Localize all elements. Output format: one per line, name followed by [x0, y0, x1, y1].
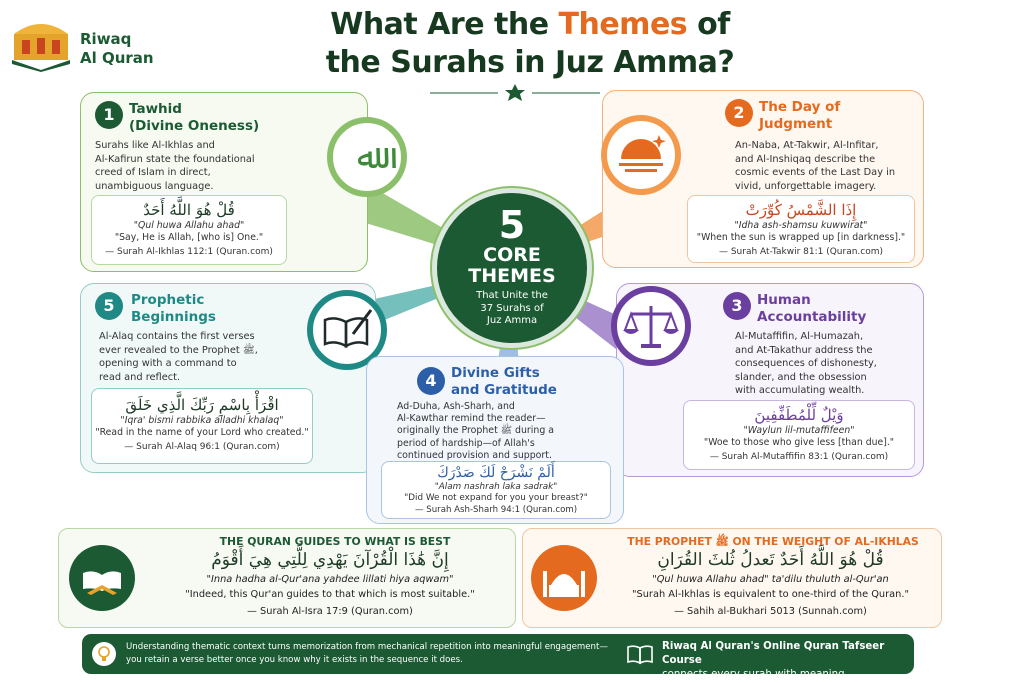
banner-arabic: إِنَّ هَٰذَا الْقُرْآنَ يَهْدِي لِلَّتِي هِيَ أَقْوَمُ	[211, 550, 449, 570]
desc-line: Al-Kafirun state the foundational	[95, 153, 255, 165]
star-ornament-icon	[430, 84, 600, 102]
core-sub	[437, 290, 587, 328]
theme-description	[397, 401, 617, 462]
quran-book-svg	[69, 545, 135, 611]
quote-box	[687, 195, 915, 263]
desc-line: Surahs like Al-Ikhlas and	[95, 140, 215, 151]
footer-course-line2: connects every surah with meaning.	[662, 669, 848, 680]
page-title	[200, 6, 860, 82]
quote-arabic: أَلَمْ نَشْرَحْ لَكَ صَدْرَكَ	[437, 465, 555, 481]
theme-number: 4	[417, 367, 445, 395]
quote-transliteration: "Idha ash-shamsu kuwwirat"	[734, 220, 868, 231]
desc-line: cosmic events of the Last Day in	[735, 167, 896, 178]
banner-transliteration: "Qul huwa Allahu ahad" ta'dilu thuluth al-Qur'an	[652, 574, 889, 585]
allah-calligraphy-icon	[327, 117, 407, 197]
desc-line: read and reflect.	[99, 371, 181, 383]
desc-line: opening with a command to	[99, 358, 237, 369]
core-count: 5	[498, 203, 526, 247]
desc-line: and Al-Inshiqaq describe the	[735, 153, 876, 165]
quote-transliteration: "Qul huwa Allahu ahad"	[133, 220, 245, 231]
theme-number: 3	[723, 292, 751, 320]
banner-heading: THE QURAN GUIDES TO WHAT IS BEST	[219, 535, 451, 548]
banner-heading: THE PROPHET ﷺ ON THE WEIGHT OF AL-IKHLAS	[627, 535, 919, 548]
mosque-icon	[531, 545, 597, 611]
quote-box	[683, 400, 915, 470]
themes-label: THEMES	[468, 265, 556, 287]
quran-guides-banner	[58, 528, 516, 628]
prophet-ikhlas-banner	[522, 528, 942, 628]
theme-description	[735, 139, 915, 193]
quran-book-icon	[69, 545, 135, 611]
quote-transliteration: "Waylun lil-mutaffifeen"	[743, 425, 855, 436]
desc-line: ever revealed to the Prophet ﷺ,	[99, 344, 258, 356]
theme-number: 1	[95, 101, 123, 129]
banner-transliteration: "Inna hadha al-Qur'ana yahdee lillati hiya aqwam"	[206, 574, 454, 585]
theme-title	[759, 99, 840, 133]
desc-line: continued provision and support.	[397, 449, 552, 461]
quote-source: — Surah At-Takwir 81:1 (Quran.com)	[718, 247, 884, 257]
theme-title-line2: Accountability	[757, 309, 867, 325]
core-themes-badge	[432, 188, 592, 348]
theme-title-line1: Tawhid	[129, 101, 182, 117]
quote-translation: "Say, He is Allah, [who is] One."	[114, 232, 264, 243]
desc-line: creed of Islam in direct,	[95, 167, 211, 178]
desc-line: Al-Mutaffifin, Al-Humazah,	[735, 331, 864, 342]
scales-svg	[617, 292, 685, 360]
title-part1: What Are the	[330, 7, 559, 42]
desc-line: consequences of dishonesty,	[735, 358, 877, 369]
theme-card-human-accountability	[616, 283, 924, 477]
theme-title-line1: The Day of	[759, 99, 841, 115]
banner-translation: "Indeed, this Qur'an guides to that which is most suitable."	[185, 589, 475, 600]
theme-title	[757, 292, 866, 326]
desc-line: Ad-Duha, Ash-Sharh, and	[397, 401, 515, 412]
quote-transliteration: "Alam nashrah laka sadrak"	[434, 482, 558, 492]
desc-line: slander, and the obsession	[735, 371, 867, 383]
quote-source: — Surah Ash-Sharh 94:1 (Quran.com)	[414, 505, 578, 515]
brand-logo[interactable]	[10, 14, 160, 74]
theme-card-day-of-judgment	[602, 90, 924, 268]
desc-line: with accumulating wealth.	[735, 385, 865, 396]
open-book-icon	[626, 643, 654, 665]
desc-line: and At-Takathur address the	[735, 344, 873, 356]
quote-arabic: إِذَا الشَّمْسُ كُوِّرَتْ	[745, 201, 857, 219]
core-sub-line: Juz Amma	[486, 315, 538, 326]
quote-source: — Surah Al-Mutaffifin 83:1 (Quran.com)	[709, 452, 889, 462]
desc-line: vivid, unforgettable imagery.	[735, 180, 877, 192]
desc-line: period of hardship—of Allah's	[397, 437, 535, 449]
theme-description	[99, 330, 295, 384]
core-sub-line: That Unite the	[476, 290, 548, 301]
quote-box	[91, 195, 287, 265]
title-line2: the Surahs in Juz Amma?	[325, 45, 735, 80]
sun-setting-icon	[601, 115, 681, 195]
theme-number: 5	[95, 292, 123, 320]
quote-arabic: اقْرَأْ بِاسْمِ رَبِّكَ الَّذِي خَلَقَ	[125, 396, 279, 414]
footer-note-line: you retain a verse better once you know why it exists in the sequence it does.	[126, 655, 463, 665]
title-part2: of	[687, 7, 730, 42]
quote-translation: "When the sun is wrapped up [in darkness]."	[696, 232, 906, 243]
theme-title-line1: Human	[757, 292, 811, 308]
quote-translation: "Woe to those who give less [than due]."	[703, 437, 895, 448]
theme-title-line1: Divine Gifts	[451, 365, 540, 381]
mosque-logo-icon	[10, 14, 72, 72]
theme-description	[95, 139, 265, 193]
lightbulb-icon	[92, 642, 116, 666]
footer-course-line1: Riwaq Al Quran's Online Quran Tafseer Course	[662, 641, 885, 666]
quote-box	[381, 461, 611, 519]
theme-card-divine-gifts	[366, 356, 624, 524]
theme-title	[131, 292, 216, 326]
quote-translation: "Read in the name of your Lord who created."	[95, 427, 309, 438]
theme-title-line2: (Divine Oneness)	[129, 118, 260, 134]
banner-translation: "Surah Al-Ikhlas is equivalent to one-third of the Quran."	[631, 589, 909, 600]
allah-calligraphy-glyph: ﷲ	[357, 137, 377, 177]
desc-line: Al-Kawthar remind the reader—	[397, 413, 546, 425]
quote-source: — Surah Al-Ikhlas 112:1 (Quran.com)	[105, 247, 273, 257]
footer-note	[126, 641, 616, 667]
quote-transliteration: "Iqra' bismi rabbika alladhi khalaq"	[120, 415, 284, 426]
footer-bar	[82, 634, 914, 680]
theme-description	[735, 330, 915, 398]
theme-card-prophetic-beginnings	[80, 283, 376, 473]
banner-source: — Sahih al-Bukhari 5013 (Sunnah.com)	[674, 606, 867, 617]
theme-card-tawhid	[80, 92, 377, 272]
theme-title-line2: Beginnings	[131, 309, 216, 325]
quote-arabic: وَيْلٌ لِّلْمُطَفِّفِينَ	[754, 406, 844, 424]
sun-setting-svg	[607, 121, 675, 189]
desc-line: Al-Alaq contains the first verses	[99, 331, 255, 342]
desc-line: originally the Prophet ﷺ during a	[397, 425, 555, 437]
scales-icon	[611, 286, 691, 366]
quote-arabic: قُلْ هُوَ اللَّهُ أَحَدٌ	[143, 201, 235, 219]
quote-translation: "Did We not expand for you your breast?"	[404, 493, 588, 503]
open-book-svg	[626, 643, 654, 665]
lightbulb-svg	[92, 642, 116, 666]
title-accent: Themes	[558, 7, 688, 42]
theme-number: 2	[725, 99, 753, 127]
core-label: CORE	[483, 244, 541, 266]
theme-title-line2: Judgment	[759, 116, 833, 132]
banner-arabic: قُلْ هُوَ اللَّهُ أَحَدٌ تَعدلُ ثُلثَ القُرَانِ	[657, 550, 884, 570]
footer-course-promo[interactable]	[662, 640, 912, 682]
core-sub-line: 37 Surahs of	[480, 302, 544, 314]
quote-source: — Surah Al-Alaq 96:1 (Quran.com)	[124, 442, 280, 452]
theme-title	[129, 101, 259, 135]
brand-line1: Riwaq	[80, 30, 132, 48]
desc-line: unambiguous language.	[95, 180, 214, 192]
desc-line: An-Naba, At-Takwir, Al-Infitar,	[735, 140, 879, 151]
quote-box	[91, 388, 313, 464]
banner-source: — Surah Al-Isra 17:9 (Quran.com)	[247, 606, 413, 617]
theme-title-line1: Prophetic	[131, 292, 205, 308]
footer-note-line: Understanding thematic context turns memorization from mechanical repetition into meaningful engagement—	[126, 642, 608, 652]
theme-title	[451, 365, 557, 399]
brand-line2: Al Quran	[80, 49, 154, 67]
mosque-svg	[531, 545, 597, 611]
book-pen-svg	[313, 296, 381, 364]
theme-title-line2: and Gratitude	[451, 382, 557, 398]
